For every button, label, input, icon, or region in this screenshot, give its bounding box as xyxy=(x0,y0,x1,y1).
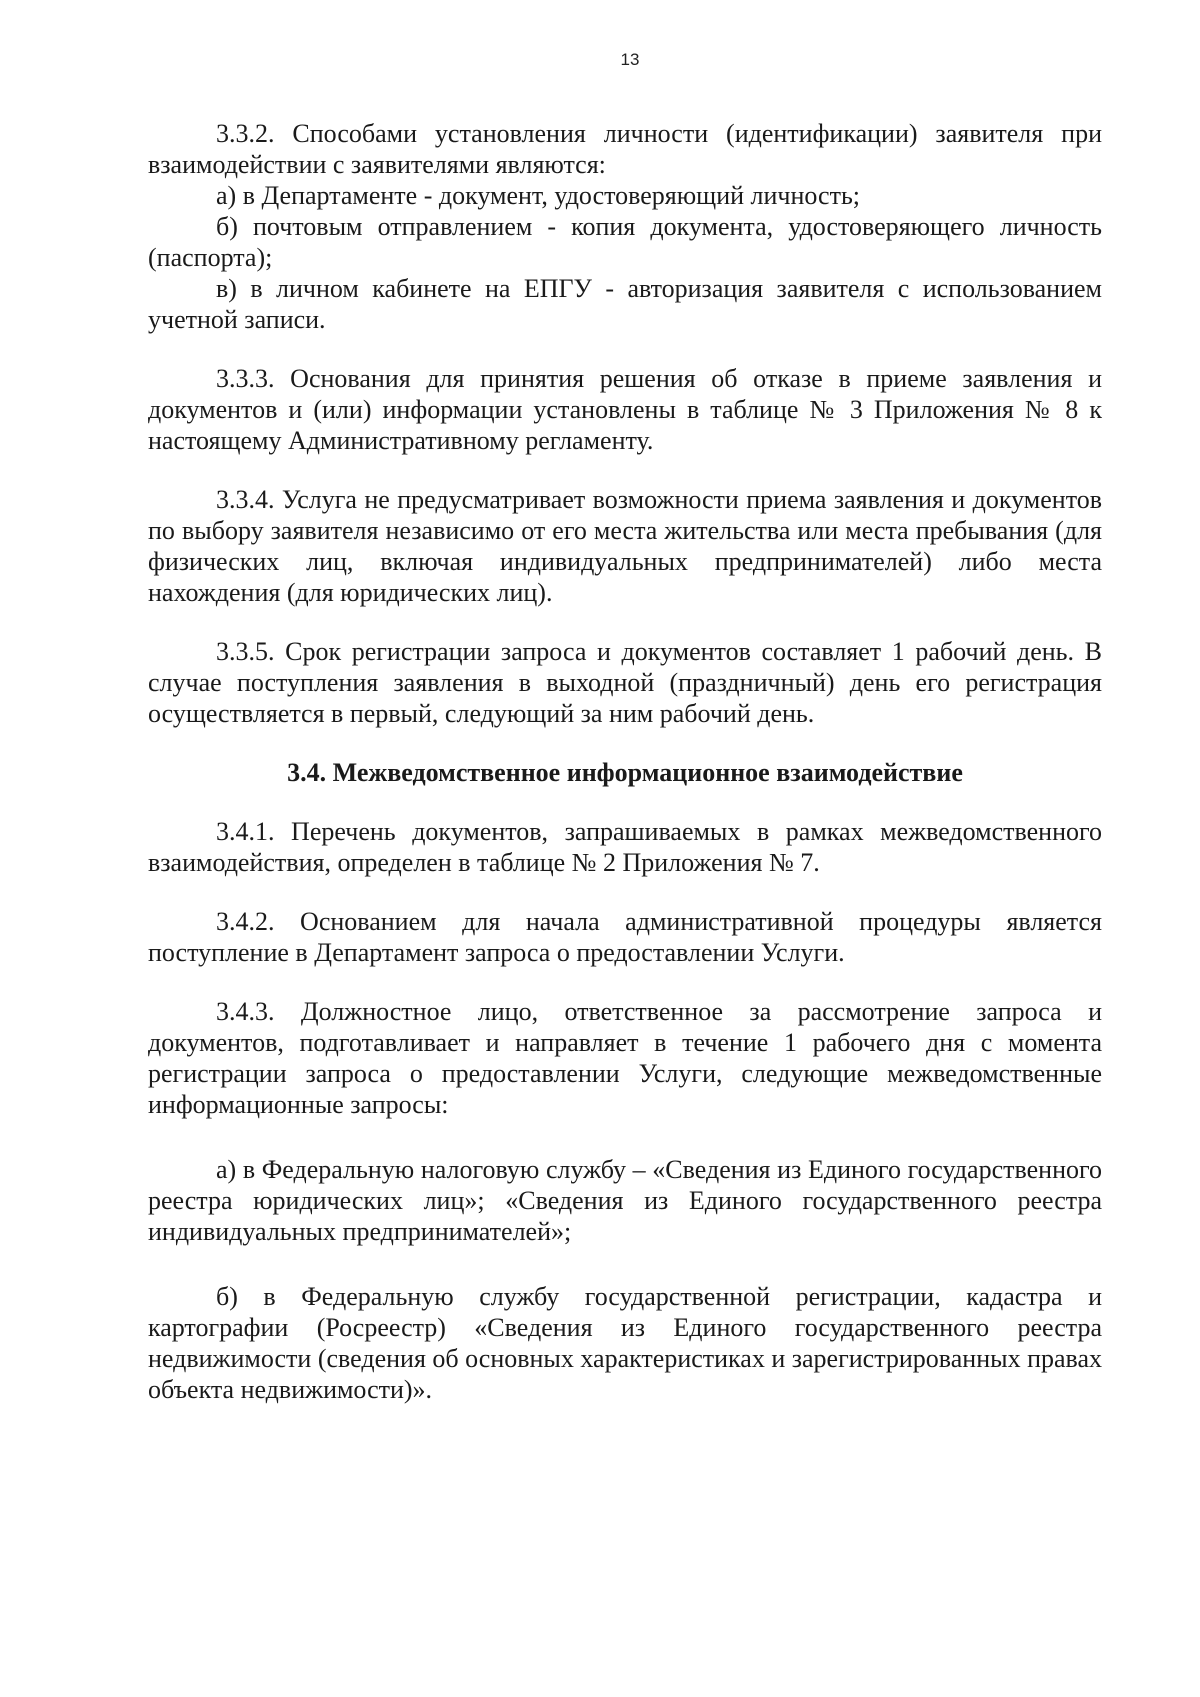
page-number: 13 xyxy=(620,50,640,69)
paragraph-3-3-2-v: в) в личном кабинете на ЕПГУ - авторизация заявителя с использованием учетной записи. xyxy=(148,274,1102,334)
paragraph-3-4-2: 3.4.2. Основанием для начала административной процедуры является поступление в Департамент запроса о предоставлении Услуги. xyxy=(148,907,1102,967)
section-heading-3-4: 3.4. Межведомственное информационное взаимодействие xyxy=(287,758,963,787)
paragraph-3-3-4: 3.3.4. Услуга не предусматривает возможности приема заявления и документов по выбору заявителя независимо от его места жительства или места пребывания (для физических лиц, включая индивидуальных предпринимателей) либо места нахождения (для юридических лиц). xyxy=(148,485,1102,607)
paragraph-3-3-2-b: б) почтовым отправлением - копия документа, удостоверяющего личность (паспорта); xyxy=(148,212,1102,272)
paragraph-3-4-3: 3.4.3. Должностное лицо, ответственное за рассмотрение запроса и документов, подготавливает и направляет в течение 1 рабочего дня с момента регистрации запроса о предоставлении Услуги, следующие межведомственные информационные запросы: xyxy=(148,997,1102,1119)
document-body xyxy=(148,118,1102,1405)
paragraph-3-4-3-a: а) в Федеральную налоговую службу – «Сведения из Единого государственного реестра юридических лиц»; «Сведения из Единого государственного реестра индивидуальных предпринимателей»; xyxy=(148,1155,1102,1246)
paragraph-3-3-3: 3.3.3. Основания для принятия решения об отказе в приеме заявления и документов и (или) информации установлены в таблице № 3 Приложения № 8 к настоящему Административному регламенту. xyxy=(148,364,1102,455)
paragraph-3-4-3-b: б) в Федеральную службу государственной регистрации, кадастра и картографии (Росреестр) «Сведения из Единого государственного реестра недвижимости (сведения об основных характеристиках и зарегистрированных правах объекта недвижимости)». xyxy=(148,1282,1103,1404)
paragraph-3-3-5: 3.3.5. Срок регистрации запроса и документов составляет 1 рабочий день. В случае поступления заявления в выходной (праздничный) день его регистрация осуществляется в первый, следующий за ним рабочий день. xyxy=(148,637,1102,728)
paragraph-3-4-1: 3.4.1. Перечень документов, запрашиваемых в рамках межведомственного взаимодействия, определен в таблице № 2 Приложения № 7. xyxy=(148,817,1102,877)
paragraph-3-3-2-a: а) в Департаменте - документ, удостоверяющий личность; xyxy=(216,181,861,210)
paragraph-3-3-2: 3.3.2. Способами установления личности (идентификации) заявителя при взаимодействии с заявителями являются: xyxy=(148,119,1102,179)
